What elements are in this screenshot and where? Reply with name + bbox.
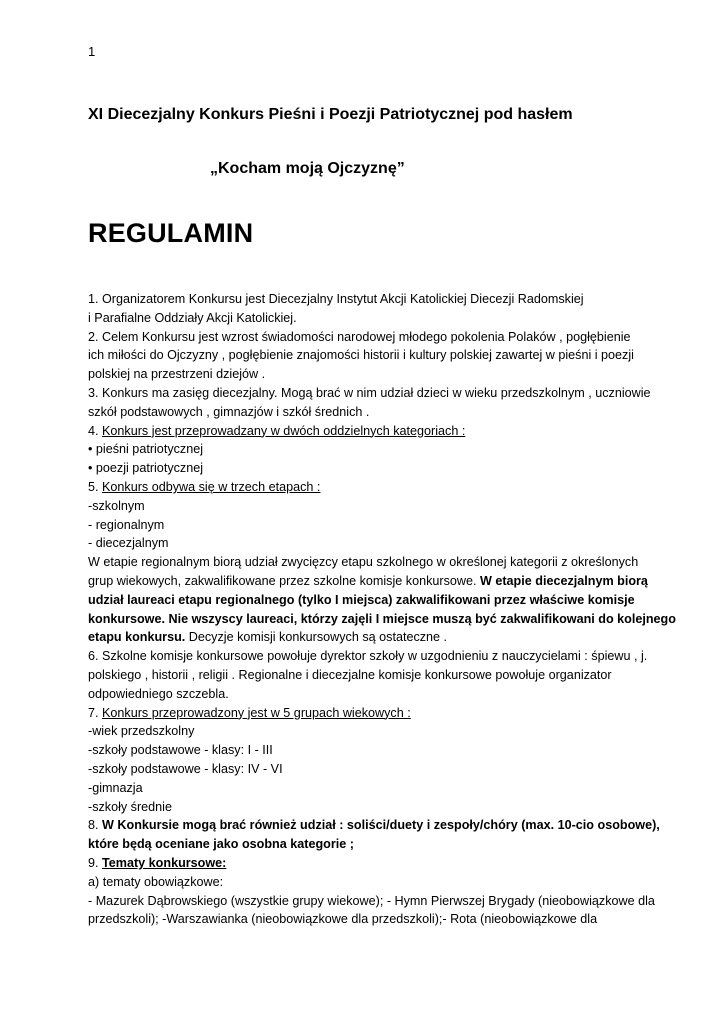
text-run: polskiego , historii , religii . Regionalne i diecezjalne komisje konkursowe powołuje organizator (88, 667, 612, 682)
text-run: - Mazurek Dąbrowskiego (wszystkie grupy wiekowe); - Hymn Pierwszej Brygady (nieobowiązkowe dla (88, 893, 655, 908)
body-line (88, 910, 648, 929)
text-run: • poezji patriotycznej (88, 461, 204, 476)
body-line (88, 610, 676, 629)
body-line (88, 534, 648, 553)
body-line (88, 328, 648, 347)
body-line (88, 309, 648, 328)
body-line (88, 873, 648, 892)
body-line (88, 647, 648, 666)
body-line (88, 365, 648, 384)
body-line (88, 346, 648, 365)
text-run: odpowiedniego szczebla. (88, 686, 229, 701)
body-line (88, 722, 648, 741)
text-run: i Parafialne Oddziały Akcji Katolickiej. (88, 310, 297, 325)
text-run: polskiej na przestrzeni dziejów . (88, 367, 266, 382)
text-run: - regionalnym (88, 517, 165, 532)
body-line (88, 497, 648, 516)
text-run: W Konkursie mogą brać również udział : soliści/duety i zespoły/chóry (max. 10-cio osobowe), (102, 818, 660, 833)
body-line (88, 572, 648, 591)
body-line (88, 704, 648, 723)
body-line (88, 760, 648, 779)
document-title: XI Diecezjalny Konkurs Pieśni i Poezji Patriotycznej pod hasłem (88, 106, 573, 123)
body-line (88, 553, 648, 572)
text-run: 6. Szkolne komisje konkursowe powołuje dyrektor szkoły w uzgodnieniu z nauczycielami : śpiewu , j. (88, 649, 648, 664)
text-run: 4. (88, 423, 103, 438)
text-run: Tematy konkursowe: (102, 855, 227, 870)
text-run: -gimnazja (88, 780, 143, 795)
body-line (88, 628, 648, 647)
text-run: 1. Organizatorem Konkursu jest Diecezjalny Instytut Akcji Katolickiej Diecezji Radomskiej (88, 292, 584, 306)
text-run: • pieśni patriotycznej (88, 442, 204, 457)
body-line (88, 685, 648, 704)
text-run: -wiek przedszkolny (88, 724, 195, 739)
document-body (88, 290, 676, 929)
body-line (88, 816, 660, 835)
body-line (88, 516, 648, 535)
text-run: 3. Konkurs ma zasięg diecezjalny. Mogą brać w nim udział dzieci w wieku przedszkolnym , uczniowie (88, 385, 651, 400)
text-run: Decyzje komisji konkursowych są ostateczne . (185, 630, 448, 645)
text-run: a) tematy obowiązkowe: (88, 874, 224, 889)
text-run: 8. (88, 818, 103, 833)
text-run: 5. (88, 479, 103, 494)
text-run: ich miłości do Ojczyzny , pogłębienie znajomości historii i kultury polskiej zawartej w pieśni i poezji (88, 348, 634, 363)
text-run: 7. (88, 705, 103, 720)
text-run: grup wiekowych, zakwalifikowane przez szkolne komisje konkursowe. (88, 573, 480, 588)
text-run: Konkurs jest przeprowadzany w dwóch oddzielnych kategoriach : (102, 423, 466, 438)
document-subtitle: „Kocham moją Ojczyznę” (210, 160, 405, 177)
body-line (88, 798, 648, 817)
body-line (88, 835, 648, 854)
body-line (88, 459, 648, 478)
body-line (88, 384, 651, 403)
body-line (88, 854, 648, 873)
page-number: 1 (88, 44, 96, 59)
body-line (88, 478, 648, 497)
body-line (88, 741, 648, 760)
text-run: szkół podstawowych , gimnazjów i szkół średnich . (88, 404, 370, 419)
text-run: udział laureaci etapu regionalnego (tylko I miejsca) zakwalifikowani przez właściwe komisje (88, 592, 635, 607)
text-run: -szkolnym (88, 498, 145, 513)
text-run: -szkoły podstawowe - klasy: I - III (88, 743, 273, 758)
text-run: Konkurs odbywa się w trzech etapach : (102, 479, 321, 494)
text-run: 2. Celem Konkursu jest wzrost świadomości narodowej młodego pokolenia Polaków , pogłębienie (88, 329, 631, 344)
body-line (88, 892, 655, 911)
body-line (88, 666, 648, 685)
text-run: Konkurs przeprowadzony jest w 5 grupach wiekowych : (102, 705, 411, 720)
text-run: -szkoły średnie (88, 799, 172, 814)
text-run: przedszkoli); -Warszawianka (nieobowiązkowe dla przedszkoli);- Rota (nieobowiązkowe dla (88, 912, 598, 927)
text-run: etapu konkursu. (88, 630, 186, 645)
text-run: W etapie regionalnym biorą udział zwycięzcy etapu szkolnego w określonej kategorii z określonych (88, 555, 639, 570)
text-run: W etapie diecezjalnym biorą (479, 573, 648, 588)
body-line (88, 422, 648, 441)
regulation-heading: REGULAMIN (88, 218, 254, 248)
body-line (88, 591, 648, 610)
text-run: które będą oceniane jako osobna kategorie ; (88, 837, 354, 852)
text-run: -szkoły podstawowe - klasy: IV - VI (88, 761, 283, 776)
body-line (88, 290, 648, 309)
text-run: - diecezjalnym (88, 536, 169, 551)
text-run: 9. (88, 855, 103, 870)
body-line (88, 440, 648, 459)
text-run: konkursowe. Nie wszyscy laureaci, którzy zajęli I miejsce muszą być zakwalifikowani do kolejnego (88, 611, 676, 626)
body-line (88, 403, 648, 422)
body-line (88, 779, 648, 798)
